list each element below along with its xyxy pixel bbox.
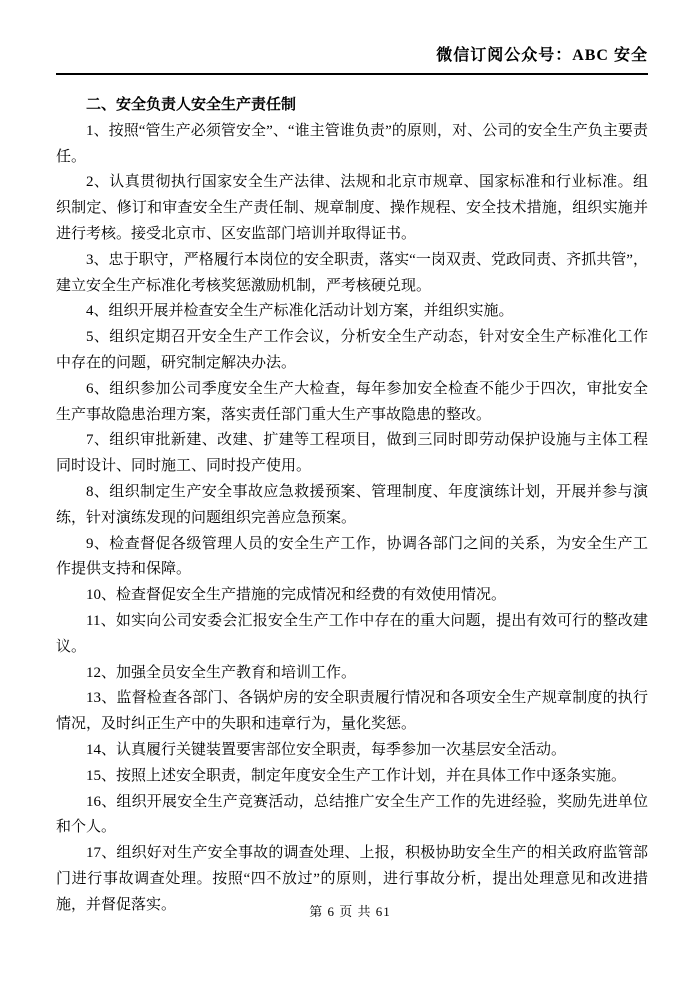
document-body bbox=[56, 93, 648, 919]
header-text: 微信订阅公众号：ABC 安全 bbox=[436, 47, 648, 64]
paragraph-list bbox=[56, 119, 648, 919]
paragraph: 3、忠于职守，严格履行本岗位的安全职责，落实“一岗双责、党政同责、齐抓共管”，建立安全生产标准化考核奖惩激励机制，严考核硬兑现。 bbox=[56, 251, 648, 294]
paragraph: 7、组织审批新建、改建、扩建等工程项目，做到三同时即劳动保护设施与主体工程同时设计、同时施工、同时投产使用。 bbox=[56, 432, 648, 475]
paragraph: 5、组织定期召开安全生产工作会议，分析安全生产动态，针对安全生产标准化工作中存在的问题，研究制定解决办法。 bbox=[56, 329, 648, 371]
paragraph: 15、按照上述安全职责，制定年度安全生产工作计划，并在具体工作中逐条实施。 bbox=[86, 767, 627, 784]
paragraph: 6、组织参加公司季度安全生产大检查，每年参加安全检查不能少于四次，审批安全生产事故隐患治理方案，落实责任部门重大生产事故隐患的整改。 bbox=[56, 380, 648, 423]
paragraph: 13、监督检查各部门、各锅炉房的安全职责履行情况和各项安全生产规章制度的执行情况，及时纠正生产中的失职和违章行为，量化奖惩。 bbox=[56, 690, 648, 733]
paragraph: 11、如实向公司安委会汇报安全生产工作中存在的重大问题，提出有效可行的整改建议。 bbox=[56, 612, 648, 655]
page-footer: 第 6 页 共 61 bbox=[309, 904, 391, 919]
section-title: 二、安全负责人安全生产责任制 bbox=[86, 97, 297, 113]
paragraph: 17、组织好对生产安全事故的调查处理、上报，积极协助安全生产的相关政府监管部门进行事故调查处理。按照“四不放过”的原则，进行事故分析，提出处理意见和改进措施，并督促落实。 bbox=[56, 845, 648, 913]
paragraph: 16、组织开展安全生产竞赛活动，总结推广安全生产工作的先进经验，奖励先进单位和个人。 bbox=[56, 793, 648, 836]
paragraph: 9、检查督促各级管理人员的安全生产工作，协调各部门之间的关系，为安全生产工作提供支持和保障。 bbox=[56, 535, 648, 578]
paragraph: 2、认真贯彻执行国家安全生产法律、法规和北京市规章、国家标准和行业标准。组织制定、修订和审查安全生产责任制、规章制度、操作规程、安全技术措施，组织实施并进行考核。接受北京市、区安监部门培训并取得证书。 bbox=[56, 174, 648, 242]
paragraph: 4、组织开展并检查安全生产标准化活动计划方案，并组织实施。 bbox=[86, 303, 514, 320]
paragraph: 8、组织制定生产安全事故应急救援预案、管理制度、年度演练计划，开展并参与演练，针对演练发现的问题组织完善应急预案。 bbox=[56, 483, 648, 526]
paragraph: 14、认真履行关键装置要害部位安全职责，每季参加一次基层安全活动。 bbox=[86, 741, 567, 758]
paragraph: 1、按照“管生产必须管安全”、“谁主管谁负责”的原则，对、公司的安全生产负主要责任。 bbox=[56, 122, 648, 165]
paragraph: 10、检查督促安全生产措施的完成情况和经费的有效使用情况。 bbox=[86, 587, 507, 604]
paragraph: 12、加强全员安全生产教育和培训工作。 bbox=[86, 664, 357, 681]
page-header bbox=[56, 46, 648, 75]
